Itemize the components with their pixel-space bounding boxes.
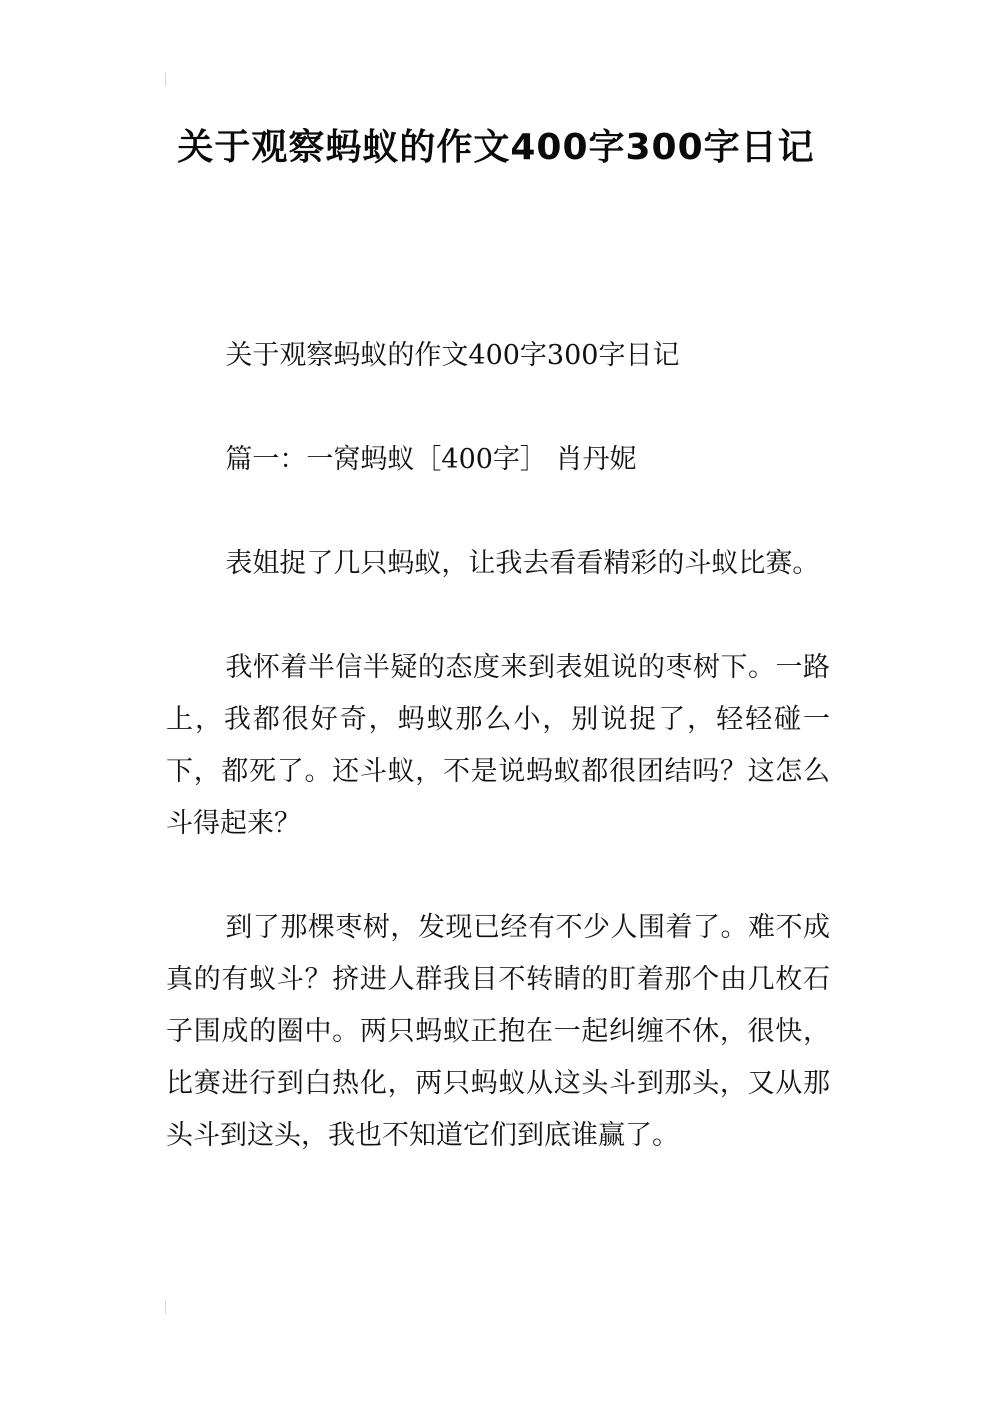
paragraph: 我怀着半信半疑的态度来到表姐说的枣树下。一路上，我都很好奇，蚂蚁那么小，别说捉了，轻轻碰一下，都死了。还斗蚁，不是说蚂蚁都很团结吗？这怎么斗得起来？ — [166, 652, 830, 839]
document-title: 关于观察蚂蚁的作文400字300字日记 — [177, 127, 815, 168]
paragraph: 到了那棵枣树，发现已经有不少人围着了。难不成真的有蚁斗？挤进人群我目不转睛的盯着那个由几枚石子围成的圈中。两只蚂蚁正抱在一起纠缠不休，很快，比赛进行到白热化，两只蚂蚁从这头斗到那头，又从那头斗到这头，我也不知道它们到底谁赢了。 — [166, 912, 830, 1151]
document-body — [166, 330, 830, 1162]
page-corner-mark-bottom — [165, 1300, 166, 1314]
paragraph-heading: 关于观察蚂蚁的作文400字300字日记 — [225, 340, 680, 371]
paragraph-section-title: 篇一：一窝蚂蚁［400字］ 肖丹妮 — [225, 444, 637, 475]
page-corner-mark-top — [165, 72, 166, 86]
paragraph: 表姐捉了几只蚂蚁，让我去看看精彩的斗蚁比赛。 — [225, 548, 820, 579]
